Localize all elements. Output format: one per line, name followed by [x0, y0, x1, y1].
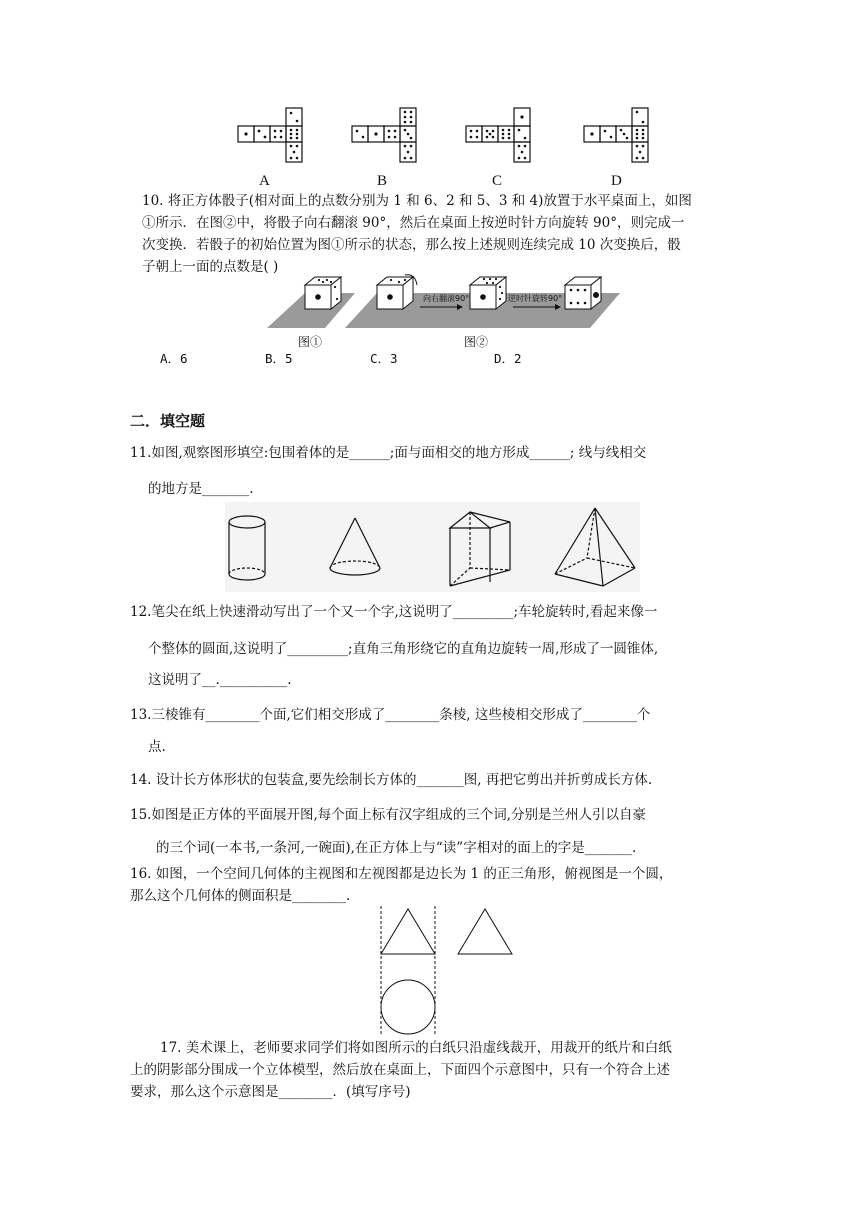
die-figure-4	[565, 277, 601, 309]
q10-option-c: C．3	[370, 351, 398, 366]
dice-net-a	[238, 108, 302, 162]
q13-line-1: 13.三棱锥有________个面,它们相交形成了________条棱, 这些棱相交形成了________个	[130, 707, 651, 723]
die-figure-3	[470, 277, 506, 309]
q12-line-2: 个整体的圆面,这说明了_________;直角三角形绕它的直角边旋转一周,形成了一圆锥体,	[148, 641, 659, 657]
q17-line-2: 上的阴影部分围成一个立体模型，然后放在桌面上，下面四个示意图中，只有一个符合上述	[130, 1062, 670, 1078]
die-figure-1	[305, 277, 341, 309]
arrow1-label: 向右翻滚90°	[423, 294, 470, 303]
section-title: 二．填空题	[130, 412, 206, 430]
fig1-label: 图①	[298, 335, 323, 349]
dice-nets-figure	[230, 100, 670, 170]
arrow2-label: 逆时针旋转90°	[508, 294, 563, 303]
top-view-circle	[381, 980, 435, 1034]
front-view-triangle	[381, 909, 435, 954]
side-view-triangle	[458, 909, 512, 954]
q12-line-3: 这说明了__.__________.	[148, 672, 292, 688]
q9-option-d-label: D	[611, 173, 622, 189]
q9-option-a-label: A	[259, 173, 270, 189]
dice-net-c	[466, 108, 530, 162]
q17-line-3: 要求，那么这个示意图是________．(填写序号)	[130, 1084, 411, 1100]
q10-option-d: D．2	[494, 351, 522, 366]
q11-line-2: 的地方是_______.	[148, 481, 254, 497]
q10-option-a: A．6	[160, 351, 188, 366]
q17-line-1: 17. 美术课上，老师要求同学们将如图所示的白纸只沿虚线裁开，用裁开的纸片和白纸	[160, 1040, 672, 1056]
q10-line-2: ①所示．在图②中，将骰子向右翻滚 90°，然后在桌面上按逆时针方向旋转 90°，则完成一	[142, 215, 685, 231]
q13-line-2: 点.	[148, 739, 166, 755]
q10-option-b: B．5	[265, 351, 293, 366]
dice-net-b	[352, 108, 416, 162]
q16-line-2: 那么这个几何体的侧面积是________.	[130, 888, 351, 904]
dice-rolling-figure	[265, 273, 625, 335]
three-views-figure	[374, 904, 524, 1040]
q9-option-c-label: C	[492, 173, 503, 189]
q9-option-b-label: B	[377, 173, 388, 189]
q10-line-1: 10. 将正方体骰子(相对面上的点数分别为 1 和 6、2 和 5、3 和 4)放置于水平桌面上，如图	[142, 193, 692, 209]
q16-line-1: 16. 如图，一个空间几何体的主视图和左视图都是边长为 1 的正三角形，俯视图是一个圆，	[130, 866, 673, 882]
fig2-label: 图②	[464, 335, 489, 349]
q15-line-1: 15.如图是正方体的平面展开图,每个面上标有汉字组成的三个词,分别是兰州人引以自豪	[130, 807, 647, 823]
q14-line-1: 14. 设计长方体形状的包装盒,要先绘制长方体的_______图, 再把它剪出并折剪成长方体.	[130, 772, 653, 788]
q10-line-4: 子朝上一面的点数是( )	[142, 259, 279, 275]
q11-line-1: 11.如图,观察图形填空:包围着体的是______;面与面相交的地方形成______; 线与线相交	[130, 445, 647, 461]
dice-net-d	[584, 108, 648, 162]
solids-figure	[225, 502, 640, 592]
q12-line-1: 12.笔尖在纸上快速滑动写出了一个又一个字,这说明了_________;车轮旋转时,看起来像一	[130, 604, 658, 620]
q15-line-2: 的三个词(一本书,一条河,一碗面),在正方体上与“读”字相对的面上的字是_______.	[156, 840, 637, 856]
q10-line-3: 次变换．若骰子的初始位置为图①所示的状态，那么按上述规则连续完成 10 次变换后，骰	[142, 237, 681, 253]
